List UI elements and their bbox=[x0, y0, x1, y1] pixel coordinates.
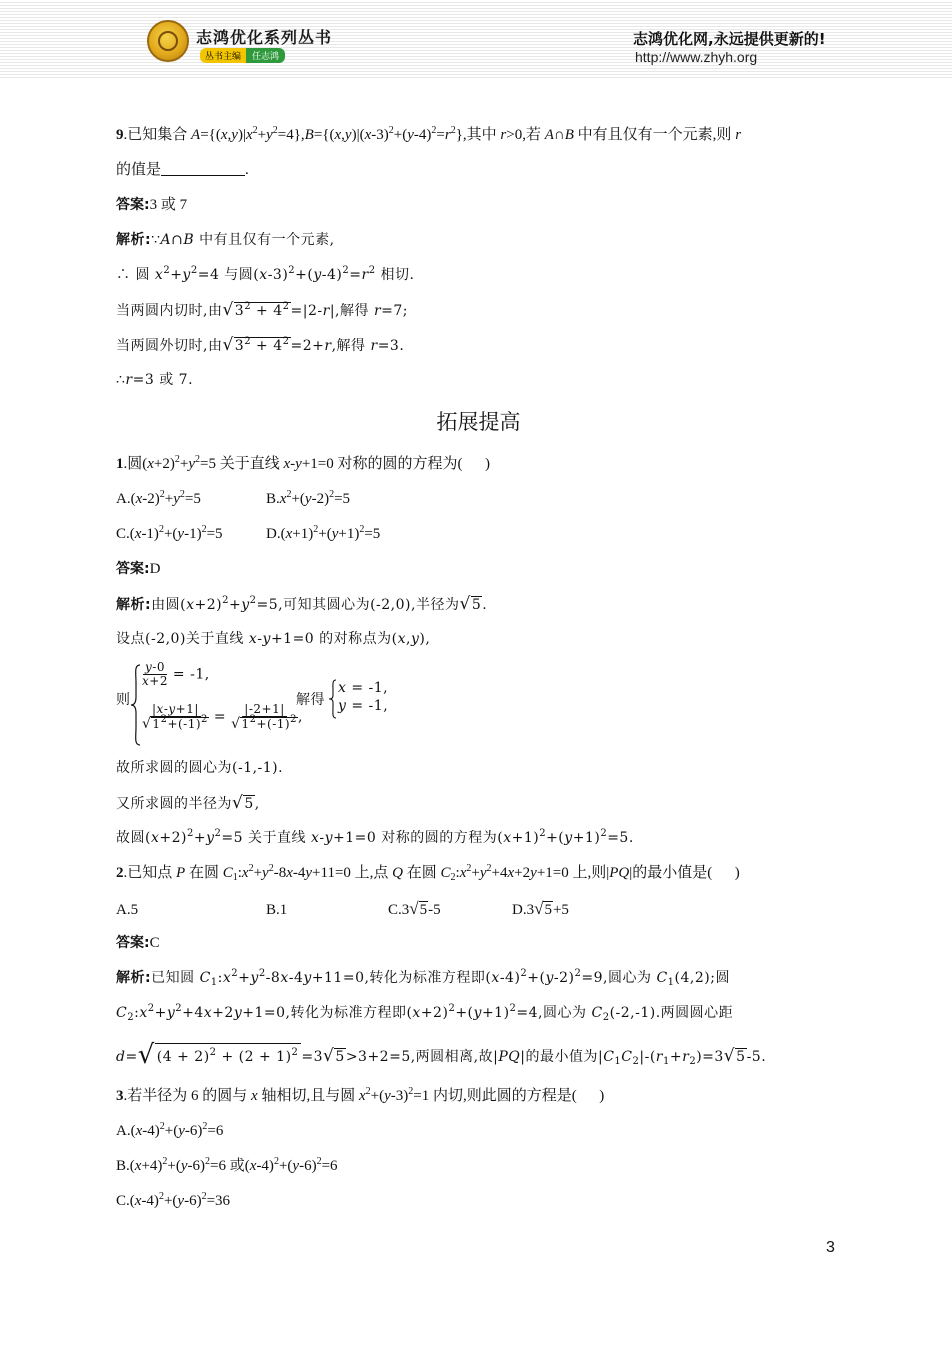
p2-answer: 答案:C bbox=[116, 935, 160, 951]
publisher-logo-icon bbox=[147, 20, 189, 62]
p2-analysis-2: $C_2:x^2+y^2+4x+2y+1=0$,转化为标准方程即$(x+2)^2+(y+1)^2=4$,圆心为 $C_2(-2,-1)$.两圆圆心距 bbox=[116, 1003, 734, 1023]
p1-analysis-2: 设点(-2,0)关于直线 x-y+1=0 的对称点为(x,y), bbox=[116, 631, 431, 647]
p1-options-ab bbox=[116, 482, 841, 517]
q9-analysis-4: 当两圆外切时,由$√3^2 + 4^2=2+r$,解得 r=3. bbox=[116, 335, 405, 355]
p1-analysis-3: 故所求圆的圆心为(-1,-1). bbox=[116, 760, 284, 776]
p3-option-b: $B.(x+4)^2+(y-6)^2=6$ 或$(x-4)^2+(y-6)^2=6$ bbox=[116, 1156, 338, 1174]
q9-answer: 答案:3 或 7 bbox=[116, 197, 188, 213]
section-title: 拓展提高 bbox=[436, 410, 521, 434]
p1-option-d: $D.(x+1)^2+(y+1)^2=5$ bbox=[266, 524, 381, 542]
series-title: 志鸿优化系列丛书 bbox=[196, 28, 333, 47]
distance-fraction-right: $\frac{|-2+1|}{√1^2+(-1)^2}$ bbox=[231, 702, 297, 732]
editor-badge bbox=[200, 48, 285, 63]
q9-analysis-1: 解析:∵A∩B 中有且仅有一个元素, bbox=[116, 232, 335, 248]
q9-stem-cont: 的值是 . bbox=[116, 162, 249, 178]
distance-fraction-left: $\frac{|x-y+1|}{√1^2+(-1)^2}$ bbox=[142, 702, 208, 732]
q9-analysis-2: ∴ 圆 $x^2+y^2=4$ 与圆$(x-3)^2+(y-4)^2=r^2$ 相切. bbox=[116, 265, 415, 283]
p2-options bbox=[116, 891, 841, 926]
left-brace-icon bbox=[130, 663, 142, 747]
slope-fraction: $\frac{y-0}{x+2}$ bbox=[142, 660, 168, 688]
p1-option-b: $B.x^2+(y-2)^2=5$ bbox=[266, 489, 351, 507]
p2-analysis-1: 解析:已知圆 $C_1:x^2+y^2-8x-4y+11=0$,转化为标准方程即$(x-4)^2+(y-2)^2=9$,圆心为 $C_1(4,2)$;圆 bbox=[116, 968, 730, 988]
q9-analysis-3: 当两圆内切时,由$√3^2 + 4^2=|2-r|$,解得 r=7; bbox=[116, 300, 408, 320]
p1-analysis-1: 解析:由圆$(x+2)^2+y^2=5$,可知其圆心为(-2,0),半径为√5. bbox=[116, 594, 488, 614]
p3-stem: 3.若半径为 6 的圆与 x 轴相切,且与圆 $x^2+(y-3)^2=1$ 内切,则此圆的方程是( ) bbox=[116, 1086, 605, 1104]
p2-option-d: D.3√5+5 bbox=[512, 899, 569, 918]
header-slogan: 志鸿优化网,永远提供更新的! bbox=[633, 30, 826, 48]
p1-options-cd bbox=[116, 517, 841, 552]
page-content bbox=[116, 118, 841, 1219]
p1-stem: 1.圆$(x+2)^2+y^2=5$ 关于直线 x-y+1=0 对称的圆的方程为( ) bbox=[116, 454, 491, 472]
p1-option-a: $A.(x-2)^2+y^2=5$ bbox=[116, 489, 201, 507]
p1-option-c: $C.(x-1)^2+(y-1)^2=5$ bbox=[116, 524, 223, 542]
p2-option-c: C.3√5-5 bbox=[388, 899, 441, 918]
p2-option-b: B.1 bbox=[266, 902, 288, 918]
page-header bbox=[0, 0, 952, 80]
p1-equation-system: 则 $\frac{y-0}{x+2}$ = -1, $\frac{|x-y+1|}{√1^2+(-1)^2}$ = $\frac{|-2+1|}{√1^2+(-1)^2}$ , 解得 x = -1, y = -1, bbox=[116, 659, 841, 751]
editor-badge-label: 丛书主编 bbox=[200, 48, 246, 63]
editor-badge-name: 任志鸿 bbox=[246, 48, 285, 63]
p1-answer: 答案:D bbox=[116, 561, 161, 577]
p1-analysis-4: 又所求圆的半径为√5, bbox=[116, 793, 260, 813]
left-brace-small-icon bbox=[328, 679, 338, 719]
p2-stem: 2.已知点 P 在圆 $C_1:x^2+y^2-8x-4y+11=0$ 上,点 Q 在圆 $C_2:x^2+y^2+4x+2y+1=0$ 上,则|PQ|的最小值是( ) bbox=[116, 863, 740, 883]
page-number: 3 bbox=[826, 1239, 835, 1256]
p3-option-a: $A.(x-4)^2+(y-6)^2=6$ bbox=[116, 1121, 224, 1139]
answer-blank bbox=[161, 161, 245, 176]
p2-option-a: A.5 bbox=[116, 902, 139, 918]
q9-analysis-5: ∴r=3 或 7. bbox=[116, 372, 194, 388]
p1-analysis-5: 故圆$(x+2)^2+y^2=5$ 关于直线 x-y+1=0 对称的圆的方程为$(x+1)^2+(y+1)^2=5$. bbox=[116, 828, 634, 846]
p2-analysis-3: d=√ $(4 + 2)^2 + (2 + 1)^2 =3√5>3+2=5$,两圆相离,故|PQ|的最小值为$|C_1C_2|-(r_1+r_2)=3√5-5$. bbox=[116, 1040, 767, 1070]
p3-option-c: $C.(x-4)^2+(y-6)^2=36$ bbox=[116, 1191, 231, 1209]
header-url: http://www.zhyh.org bbox=[635, 49, 758, 65]
q9-stem: 9.已知集合 $A=\{(x,y)|x^2+y^2=4\},B=\{(x,y)|(x-3)^2+(y-4)^2=r^2\}$,其中 r>0,若 A∩B 中有且仅有一个元素,则 r bbox=[116, 125, 742, 143]
